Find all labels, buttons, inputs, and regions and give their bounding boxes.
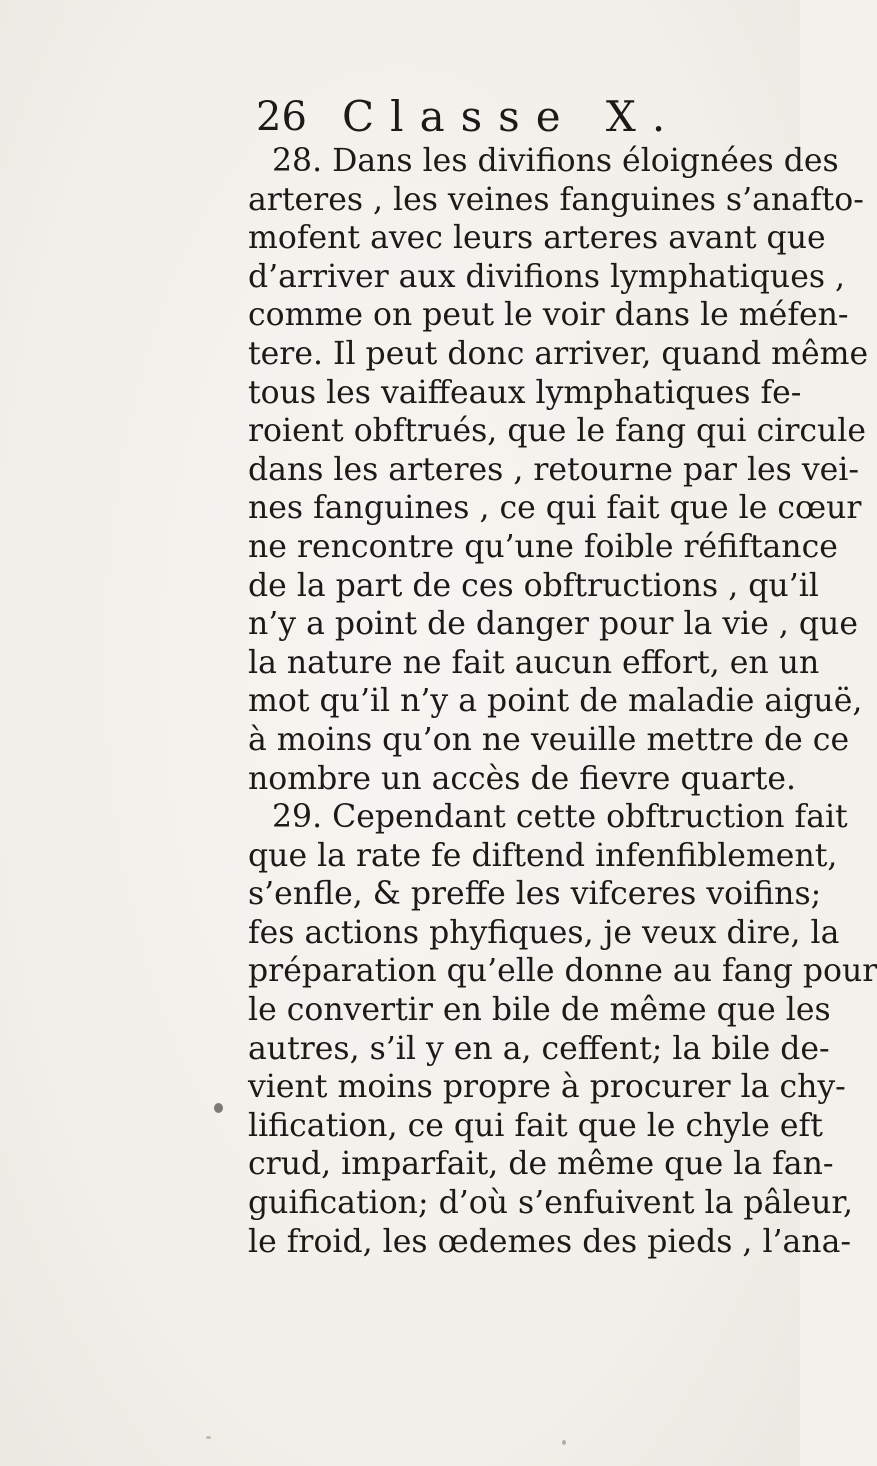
paragraph-28-line: de la part de ces obftructions , qu’il bbox=[248, 567, 819, 604]
paragraph-29-line: lification, ce qui fait que le chyle eft bbox=[248, 1107, 823, 1144]
paragraph-28-line: mot qu’il n’y a point de maladie aiguë, bbox=[248, 683, 863, 720]
paragraph-29-line: le convertir en bile de même que les bbox=[248, 992, 831, 1029]
ink-blot bbox=[562, 1440, 566, 1445]
paragraph-29-line: préparation qu’elle donne au fang pour bbox=[248, 953, 877, 990]
paragraph-28-line: comme on peut le voir dans le méfen- bbox=[248, 297, 849, 334]
paragraph-28-line: la nature ne fait aucun effort, en un bbox=[248, 644, 820, 681]
body-text bbox=[248, 142, 877, 1261]
running-head: Classe X. bbox=[342, 92, 682, 141]
paragraph-28-line: n’y a point de danger pour la vie , que bbox=[248, 606, 858, 643]
paragraph-29-line: autres, s’il y en a, ceffent; la bile de- bbox=[248, 1030, 830, 1067]
ink-blot bbox=[214, 1103, 223, 1113]
page-number: 26 bbox=[256, 94, 307, 140]
paragraph-29-line: guification; d’où s’enfuivent la pâleur, bbox=[248, 1185, 853, 1222]
paragraph-28-last-line: nombre un accès de fievre quarte. bbox=[248, 760, 797, 797]
paragraph-28-line: à moins qu’on ne veuille mettre de ce bbox=[248, 721, 850, 758]
paragraph-29-line: s’enfle, & preffe les vifceres voifins; bbox=[248, 876, 822, 913]
ink-blot bbox=[206, 1436, 211, 1439]
page-header bbox=[256, 92, 710, 142]
paragraph-28-line: tere. Il peut donc arriver, quand même bbox=[248, 335, 869, 372]
paragraph-29-line: 29. Cependant cette obftruction fait bbox=[272, 799, 848, 836]
paragraph-29-line: le froid, les œdemes des pieds , l’ana- bbox=[248, 1223, 852, 1260]
paragraph-29-line: fes actions phyfiques, je veux dire, la bbox=[248, 914, 840, 951]
paragraph-28-line: nes fanguines , ce qui fait que le cœur bbox=[248, 490, 862, 527]
paragraph-28-line: mofent avec leurs arteres avant que bbox=[248, 220, 826, 257]
paragraph-28-line: dans les arteres , retourne par les vei- bbox=[248, 451, 860, 488]
paragraph-29-line: que la rate fe diftend infenfiblement, bbox=[248, 837, 838, 874]
paragraph-28-line: ne rencontre qu’une foible réfiftance bbox=[248, 528, 838, 565]
paragraph-28-line: d’arriver aux divifions lymphatiques , bbox=[248, 258, 846, 295]
paragraph-29-line: crud, imparfait, de même que la fan- bbox=[248, 1146, 834, 1183]
paragraph-28-line: 28. Dans les divifions éloignées des bbox=[272, 143, 839, 179]
paragraph-28-line: tous les vaiffeaux lymphatiques fe- bbox=[248, 374, 802, 411]
paragraph-29-line: vient moins propre à procurer la chy- bbox=[248, 1069, 846, 1106]
paragraph-28-line: arteres , les veines fanguines s’anafto- bbox=[248, 181, 864, 218]
paragraph-28-line: roient obftrués, que le fang qui circule bbox=[248, 413, 867, 450]
